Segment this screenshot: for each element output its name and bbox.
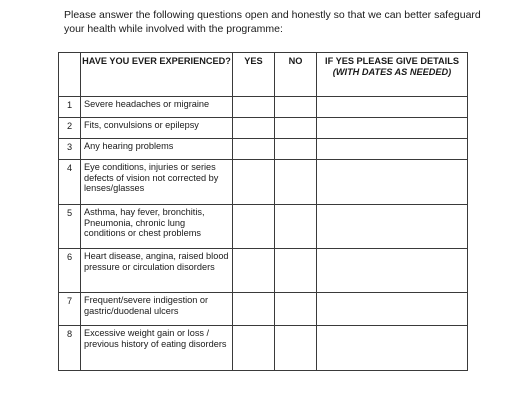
row-number: 7 bbox=[59, 293, 81, 326]
yes-answer-cell[interactable] bbox=[233, 139, 275, 160]
no-answer-cell[interactable] bbox=[275, 160, 317, 205]
header-details-main: IF YES PLEASE GIVE DETAILS bbox=[325, 56, 459, 66]
yes-answer-cell[interactable] bbox=[233, 293, 275, 326]
question-text: Eye conditions, injuries or series defects of vision not corrected by lenses/glasses bbox=[81, 160, 233, 205]
row-number: 8 bbox=[59, 326, 81, 371]
no-answer-cell[interactable] bbox=[275, 249, 317, 293]
row-number: 5 bbox=[59, 205, 81, 249]
question-text: Severe headaches or migraine bbox=[81, 97, 233, 118]
no-answer-cell[interactable] bbox=[275, 326, 317, 371]
table-row bbox=[59, 293, 468, 326]
details-answer-cell[interactable] bbox=[317, 205, 468, 249]
intro-text: Please answer the following questions open and honestly so that we can better safeguard your health while involved with the programme: bbox=[64, 9, 481, 35]
yes-answer-cell[interactable] bbox=[233, 118, 275, 139]
header-details bbox=[317, 53, 468, 97]
no-answer-cell[interactable] bbox=[275, 139, 317, 160]
yes-answer-cell[interactable] bbox=[233, 97, 275, 118]
question-text: Any hearing problems bbox=[81, 139, 233, 160]
health-questionnaire-table bbox=[58, 52, 468, 371]
no-answer-cell[interactable] bbox=[275, 293, 317, 326]
details-answer-cell[interactable] bbox=[317, 326, 468, 371]
header-no: NO bbox=[275, 53, 317, 97]
details-answer-cell[interactable] bbox=[317, 97, 468, 118]
row-number: 6 bbox=[59, 249, 81, 293]
question-text: Excessive weight gain or loss / previous history of eating disorders bbox=[81, 326, 233, 371]
table-row bbox=[59, 205, 468, 249]
no-answer-cell[interactable] bbox=[275, 118, 317, 139]
yes-answer-cell[interactable] bbox=[233, 205, 275, 249]
header-details-italic: (WITH DATES AS NEEDED) bbox=[332, 66, 452, 77]
question-text: Asthma, hay fever, bronchitis, Pneumonia, chronic lung conditions or chest problems bbox=[81, 205, 233, 249]
details-answer-cell[interactable] bbox=[317, 293, 468, 326]
no-answer-cell[interactable] bbox=[275, 97, 317, 118]
table-row bbox=[59, 97, 468, 118]
question-text: Heart disease, angina, raised blood pressure or circulation disorders bbox=[81, 249, 233, 293]
header-question: HAVE YOU EVER EXPERIENCED? bbox=[81, 53, 233, 97]
table-row bbox=[59, 249, 468, 293]
no-answer-cell[interactable] bbox=[275, 205, 317, 249]
table-row bbox=[59, 326, 468, 371]
row-number: 2 bbox=[59, 118, 81, 139]
details-answer-cell[interactable] bbox=[317, 118, 468, 139]
header-row bbox=[59, 53, 468, 97]
row-number: 4 bbox=[59, 160, 81, 205]
table-row bbox=[59, 160, 468, 205]
details-answer-cell[interactable] bbox=[317, 249, 468, 293]
table-row bbox=[59, 118, 468, 139]
question-text: Frequent/severe indigestion or gastric/duodenal ulcers bbox=[81, 293, 233, 326]
header-number-cell bbox=[59, 53, 81, 97]
yes-answer-cell[interactable] bbox=[233, 249, 275, 293]
details-answer-cell[interactable] bbox=[317, 139, 468, 160]
details-answer-cell[interactable] bbox=[317, 160, 468, 205]
table-row bbox=[59, 139, 468, 160]
row-number: 3 bbox=[59, 139, 81, 160]
yes-answer-cell[interactable] bbox=[233, 160, 275, 205]
row-number: 1 bbox=[59, 97, 81, 118]
yes-answer-cell[interactable] bbox=[233, 326, 275, 371]
header-yes: YES bbox=[233, 53, 275, 97]
question-text: Fits, convulsions or epilepsy bbox=[81, 118, 233, 139]
